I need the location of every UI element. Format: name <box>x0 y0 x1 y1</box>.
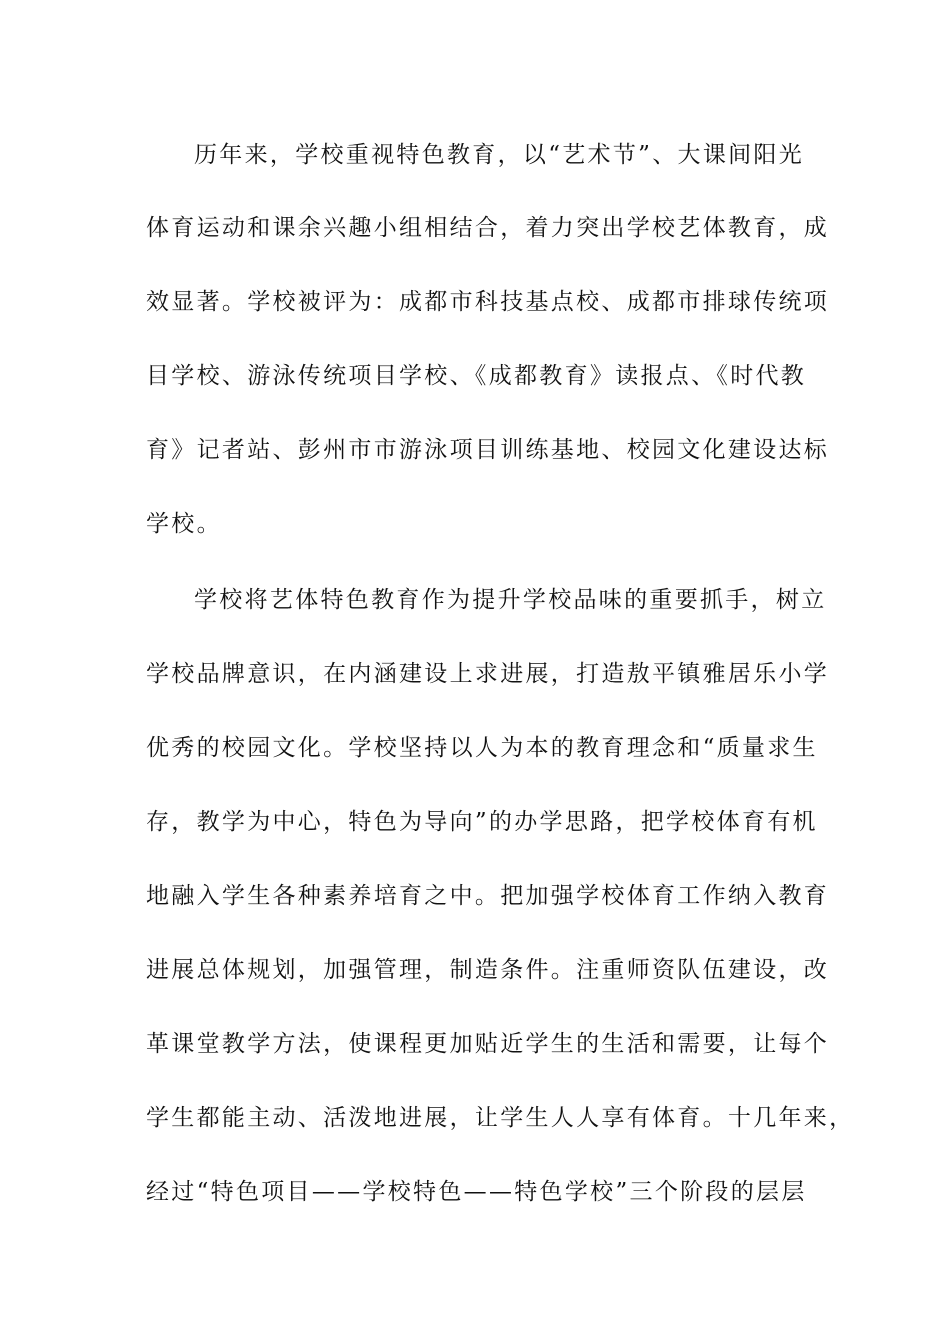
paragraph-line: 革课堂教学方法，使课程更加贴近学生的生活和需要，让每个 <box>146 1031 830 1057</box>
paragraph-line: 历年来，学校重视特色教育，以“艺术节”、大课间阳光 <box>194 142 805 168</box>
paragraph-line: 学校。 <box>146 511 222 537</box>
paragraph-line: 育》记者站、彭州市市游泳项目训练基地、校园文化建设达标 <box>146 437 830 463</box>
paragraph-line: 学生都能主动、活泼地进展，让学生人人享有体育。十几年来， <box>146 1105 855 1131</box>
paragraph-line: 目学校、游泳传统项目学校、《成都教育》读报点、《时代教 <box>146 363 807 389</box>
paragraph-line: 效显著。学校被评为：成都市科技基点校、成都市排球传统项 <box>146 289 830 315</box>
paragraph-line: 体育运动和课余兴趣小组相结合，着力突出学校艺体教育，成 <box>146 215 830 241</box>
paragraph-line: 学校将艺体特色教育作为提升学校品味的重要抓手，树立 <box>194 587 827 613</box>
paragraph-line: 存，教学为中心，特色为导向”的办学思路，把学校体育有机 <box>146 809 818 835</box>
paragraph-line: 地融入学生各种素养培育之中。把加强学校体育工作纳入教育 <box>146 883 830 909</box>
paragraph-line: 进展总体规划，加强管理，制造条件。注重师资队伍建设，改 <box>146 957 830 983</box>
paragraph-line: 优秀的校园文化。学校坚持以人为本的教育理念和“质量求生 <box>146 735 818 761</box>
paragraph-line: 学校品牌意识，在内涵建设上求进展，打造敖平镇雅居乐小学 <box>146 661 830 687</box>
paragraph-line: 经过“特色项目——学校特色——特色学校”三个阶段的层层 <box>146 1179 807 1205</box>
